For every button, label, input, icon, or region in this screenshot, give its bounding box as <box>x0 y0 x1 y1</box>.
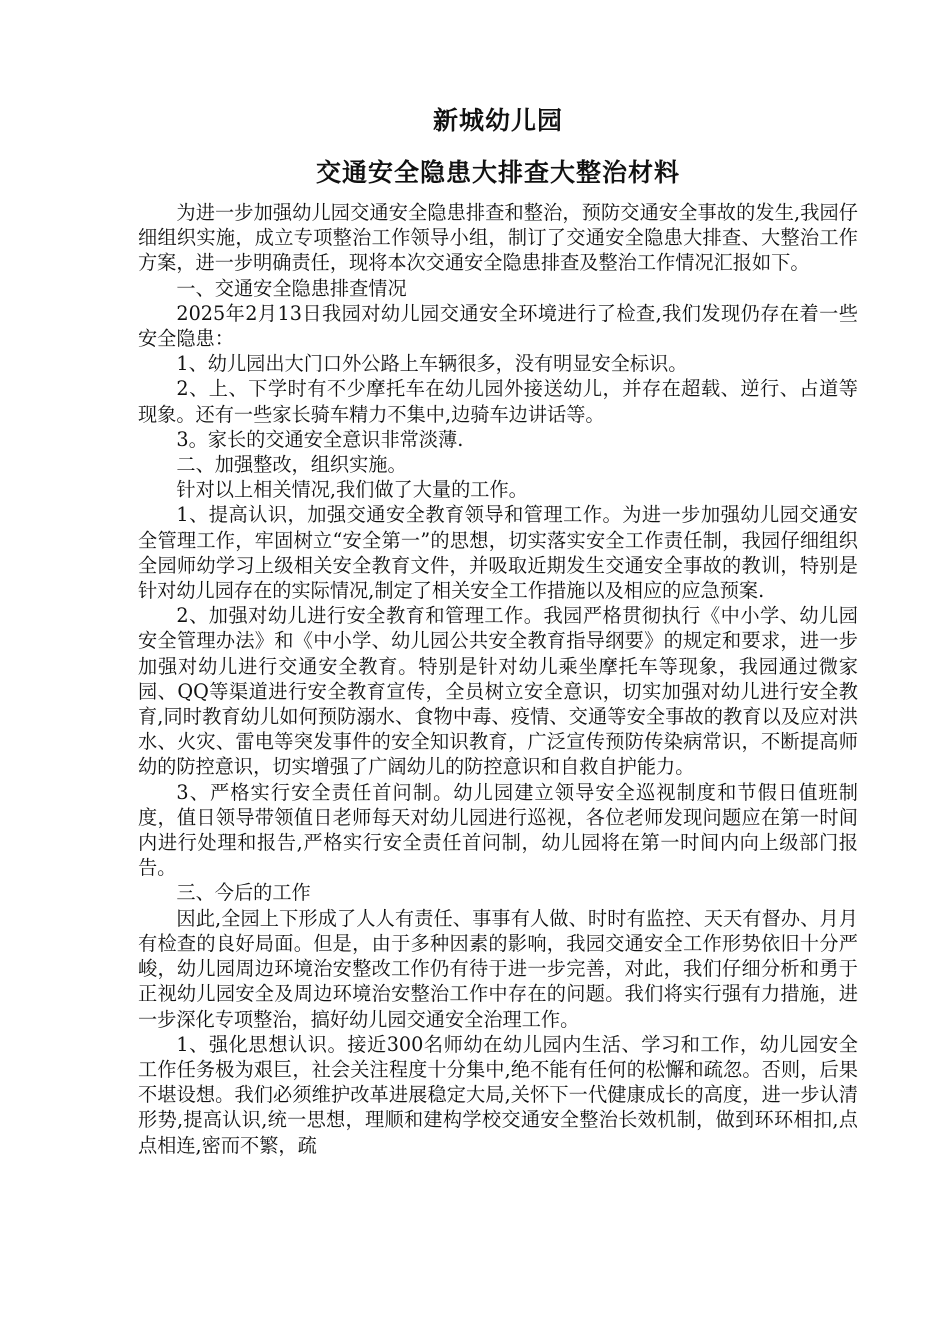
section-heading-2: 二、加强整改，组织实施。 <box>176 453 407 477</box>
paragraph-work-done: 针对以上相关情况,我们做了大量的工作。 <box>176 478 528 502</box>
document-subtitle: 交通安全隐患大排查大整治材料 <box>315 158 680 187</box>
paragraph-intro: 为进一步加强幼儿园交通安全隐患排查和整治，预防交通安全事故的发生,我园仔细组织实施，成立专项整治工作领导小组，制订了交通安全隐患大排查、大整治工作方案，进一步明确责任，现将本次交通安全隐患排查及整治工作情况汇报如下。 <box>138 201 858 275</box>
document-content <box>138 106 858 1158</box>
list-item-measure-2: 2、加强对幼儿进行安全教育和管理工作。我园严格贯彻执行《中小学、幼儿园安全管理办法》和《中小学、幼儿园公共安全教育指导纲要》的规定和要求，进一步加强对幼儿进行交通安全教育。特别是针对幼儿乘坐摩托车等现象，我园通过微家园、QQ等渠道进行安全教育宣传，全员树立安全意识，切实加强对幼儿进行安全教育,同时教育幼儿如何预防溺水、食物中毒、疫情、交通等安全事故的教育以及应对洪水、火灾、雷电等突发事件的安全知识教育，广泛宣传预防传染病常识，不断提高师幼的防控意识，切实增强了广阔幼儿的防控意识和自救自护能力。 <box>138 604 858 779</box>
section-heading-1: 一、交通安全隐患排查情况 <box>176 276 407 300</box>
section-heading-3: 三、今后的工作 <box>176 881 311 905</box>
list-item-future-1: 1、强化思想认识。接近300名师幼在幼儿园内生活、学习和工作，幼儿园安全工作任务极为艰巨，社会关注程度十分集中,绝不能有任何的松懈和疏忽。否则，后果不堪设想。我们必须维护改革进展稳定大局,关怀下一代健康成长的高度，进一步认清形势,提高认识,统一思想，理顺和建构学校交通安全整治长效机制，做到环环相扣,点点相连,密而不繁，疏 <box>138 1032 858 1157</box>
document-body <box>138 200 858 1158</box>
document-title: 新城幼儿园 <box>432 106 563 135</box>
list-item-hazard-3: 3。家长的交通安全意识非常淡薄. <box>176 427 464 451</box>
list-item-hazard-2: 2、上、下学时有不少摩托车在幼儿园外接送幼儿，并存在超载、逆行、占道等现象。还有一些家长骑车精力不集中,边骑车边讲话等。 <box>138 377 858 426</box>
list-item-measure-1: 1、提高认识，加强交通安全教育领导和管理工作。为进一步加强幼儿园交通安全管理工作，牢固树立“安全第一”的思想，切实落实安全工作责任制，我园仔细组织全园师幼学习上级相关安全教育文件，并吸取近期发生交通安全事故的教训，特别是针对幼儿园存在的实际情况,制定了相关安全工作措施以及相应的应急预案. <box>138 503 858 603</box>
list-item-hazard-1: 1、幼儿园出大门口外公路上车辆很多，没有明显安全标识。 <box>176 352 688 376</box>
paragraph-inspection-date: 2025年2月13日我园对幼儿园交通安全环境进行了检查,我们发现仍存在着一些安全隐患： <box>138 301 858 351</box>
paragraph-future-overview: 因此,全园上下形成了人人有责任、事事有人做、时时有监控、天天有督办、月月有检查的良好局面。但是，由于多种因素的影响，我园交通安全工作形势依旧十分严峻，幼儿园周边环境治安整改工作仍有待于进一步完善，对此，我们仔细分析和勇于正视幼儿园安全及周边环境治安整治工作中存在的问题。我们将实行强有力措施，进一步深化专项整治，搞好幼儿园交通安全治理工作。 <box>138 906 858 1031</box>
list-item-measure-3: 3、严格实行安全责任首问制。幼儿园建立领导安全巡视制度和节假日值班制度，值日领导带领值日老师每天对幼儿园进行巡视，各位老师发现问题应在第一时间内进行处理和报告,严格实行安全责任首问制，幼儿园将在第一时间内向上级部门报告。 <box>138 780 858 880</box>
